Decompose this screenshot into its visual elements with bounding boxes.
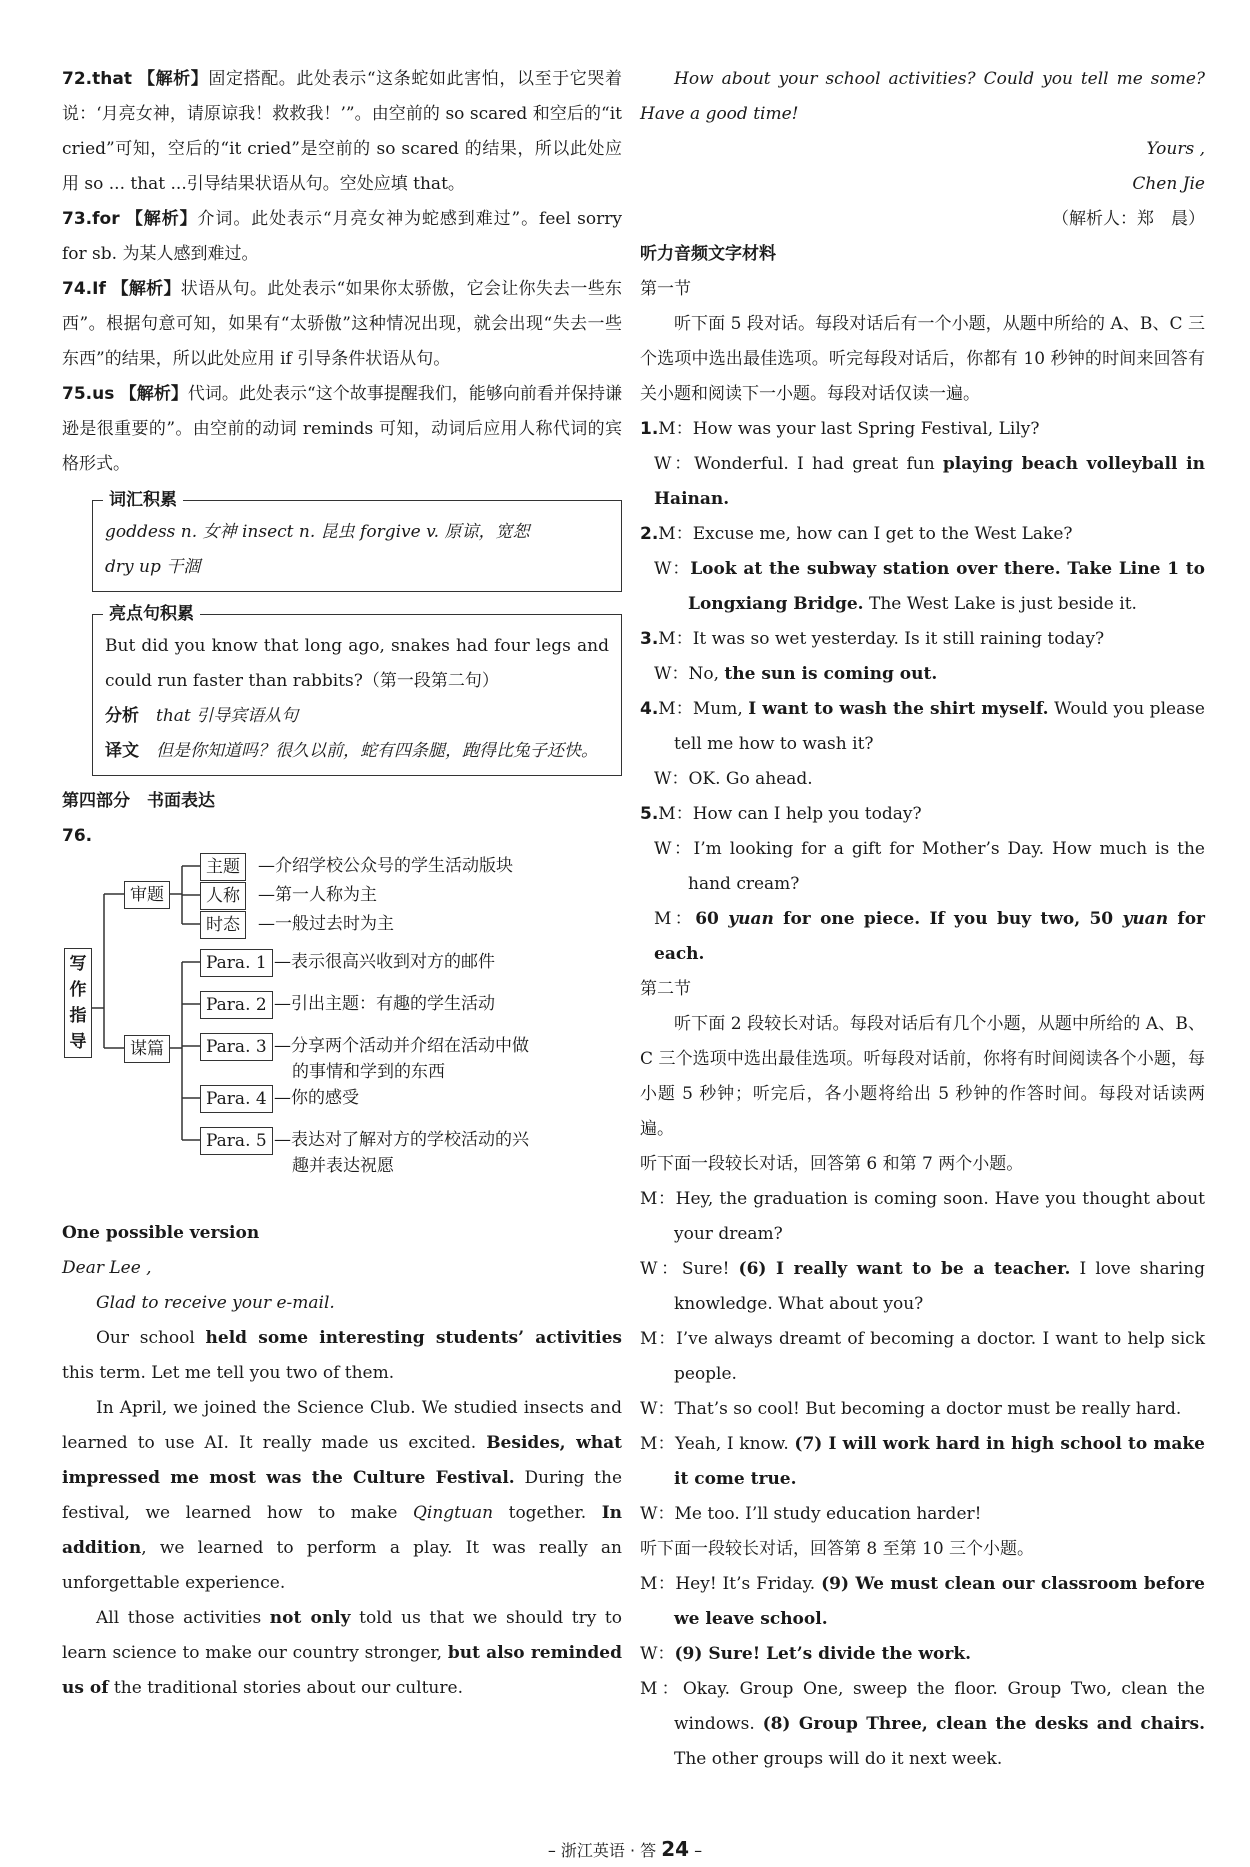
dialogue-5-m: 5.M：How can I help you today?: [640, 804, 922, 824]
essay-p2: Our school held some interesting students’ activities this term. Let me tell you two of them.: [62, 1328, 622, 1383]
vocab-line-1: goddess n. 女神 insect n. 昆虫 forgive v. 原谅，宽恕: [105, 522, 530, 542]
para3-tag: Para. 3: [200, 1033, 273, 1061]
essay-p1: Glad to receive your e-mail.: [96, 1293, 335, 1313]
dialogue-2-w: W：Look at the subway station over there. Take Line 1 to Longxiang Bridge. The West Lake is just beside it.: [654, 559, 1205, 614]
conv1-line-1: M：Hey, the graduation is coming soon. Have you thought about your dream?: [640, 1189, 1205, 1244]
q76-number: 76.: [62, 826, 93, 846]
highlight-translation: 译文 但是你知道吗？很久以前，蛇有四条腿，跑得比兔子还快。: [105, 741, 598, 761]
para4-tag: Para. 4: [200, 1085, 273, 1113]
para5-text: —表达对了解对方的学校活动的兴 趣并表达祝愿: [274, 1130, 529, 1176]
plan-node: 谋篇: [124, 1035, 170, 1063]
section-1-intro: 听下面 5 段对话。每段对话后有一个小题，从题中所给的 A、B、C 三个选项中选出最佳选项。听完每段对话后，你都有 10 秒钟的时间来回答有关小题和阅读下一小题。每段对话仅读一遍。: [640, 314, 1205, 404]
page-footer: – 浙江英语 · 答 24 –: [547, 1837, 703, 1861]
right-column: [640, 62, 1205, 1777]
conversation-1-intro: 听下面一段较长对话，回答第 6 和第 7 两个小题。: [640, 1154, 1024, 1174]
answer-73: 73.for 【解析】介词。此处表示“月亮女神为蛇感到难过”。feel sorry for sb. 为某人感到难过。: [62, 209, 622, 264]
essay-greeting: Dear Lee ,: [62, 1258, 152, 1278]
conv1-line-5: M：Yeah, I know. (7) I will work hard in high school to make it come true.: [640, 1434, 1205, 1489]
tense-tag: 时态: [200, 911, 246, 939]
dialogue-4-w: W：OK. Go ahead.: [654, 769, 813, 789]
dialogue-3-w: W：No, the sun is coming out.: [654, 664, 938, 684]
highlight-title: 亮点句积累: [103, 601, 200, 627]
section-2-title: 第二节: [640, 979, 691, 999]
conv1-line-3: M：I’ve always dreamt of becoming a doctor. I want to help sick people.: [640, 1329, 1205, 1384]
para1-tag: Para. 1: [200, 949, 273, 977]
highlight-box: [92, 604, 622, 776]
para4-text: —你的感受: [274, 1088, 359, 1108]
part4-title: 第四部分 书面表达: [62, 791, 215, 811]
para5-tag: Para. 5: [200, 1127, 273, 1155]
sign-name: Chen Jie: [1132, 174, 1205, 194]
para2-tag: Para. 2: [200, 991, 273, 1019]
topic-tag: 主题: [200, 853, 246, 881]
essay-p3: In April, we joined the Science Club. We studied insects and learned to use AI. It really made us excited. Besides, what impressed me most was the Culture Festival. During the festival, we learned how to make Qingtuan together. In addition, we learned to perform a play. It was really an unforgettable experience.: [62, 1398, 623, 1593]
section-1-title: 第一节: [640, 279, 691, 299]
vocab-box: [92, 490, 622, 592]
topic-text: —介绍学校公众号的学生活动版块: [258, 856, 513, 876]
listening-title: 听力音频文字材料: [640, 244, 776, 264]
answer-75: 75.us 【解析】代词。此处表示“这个故事提醒我们，能够向前看并保持谦逊是很重要的”。由空前的动词 reminds 可知，动词后应用人称代词的宾格形式。: [62, 384, 623, 474]
conversation-2-intro: 听下面一段较长对话，回答第 8 至第 10 三个小题。: [640, 1539, 1035, 1559]
answer-72: 72.that 【解析】固定搭配。此处表示“这条蛇如此害怕，以至于它哭着说：‘月亮女神，请原谅我！救救我！’”。由空前的 so scared 和空后的“it cried”可知，空后的“it cried”是空前的 so scared 的结果，所以此处应用 so ... that ...引导结果状语从句。空处应填 that。: [62, 69, 622, 194]
dialogue-1-m: 1.M：How was your last Spring Festival, Lily?: [640, 419, 1040, 439]
conv1-line-4: W：That’s so cool! But becoming a doctor must be really hard.: [640, 1399, 1182, 1419]
conv2-line-2: W：(9) Sure! Let’s divide the work.: [640, 1644, 972, 1664]
essay-heading: One possible version: [62, 1223, 260, 1243]
conv1-line-2: W：Sure! (6) I really want to be a teacher. I love sharing knowledge. What about you?: [640, 1259, 1205, 1314]
para2-text: —引出主题：有趣的学生活动: [274, 994, 495, 1014]
dialogue-4-m: 4.M：Mum, I want to wash the shirt myself. Would you please tell me how to wash it?: [640, 699, 1205, 754]
dialogue-3-m: 3.M：It was so wet yesterday. Is it still raining today?: [640, 629, 1105, 649]
para3-text: —分享两个活动并介绍在活动中做 的事情和学到的东西: [274, 1036, 529, 1082]
dialogue-5-m2: M：60 yuan for one piece. If you buy two, 50 yuan for each.: [654, 909, 1205, 964]
essay-p4: All those activities not only told us that we should try to learn science to make our country stronger, but also reminded us of the traditional stories about our culture.: [62, 1608, 622, 1698]
highlight-analysis: 分析 that 引导宾语从句: [105, 706, 299, 726]
essay-ending: How about your school activities? Could you tell me some? Have a good time!: [640, 69, 1205, 124]
page-number: 24: [661, 1837, 690, 1861]
answer-74: 74.If 【解析】状语从句。此处表示“如果你太骄傲，它会让你失去一些东西”。根据句意可知，如果有“太骄傲”这种情况出现，就会出现“失去一些东西”的结果，所以此处应用 if 引导条件状语从句。: [62, 279, 623, 369]
conv2-line-1: M：Hey! It’s Friday. (9) We must clean our classroom before we leave school.: [640, 1574, 1205, 1629]
conv1-line-6: W：Me too. I’ll study education harder!: [640, 1504, 982, 1524]
para1-text: —表示很高兴收到对方的邮件: [274, 952, 495, 972]
vocab-title: 词汇积累: [103, 487, 183, 513]
highlight-sentence: But did you know that long ago, snakes had four legs and could run faster than rabbits?（第一段第二句）: [105, 636, 609, 691]
sign-yours: Yours ,: [1146, 139, 1205, 159]
vocab-line-2: dry up 干涸: [105, 557, 201, 577]
writing-guide-label: 写 作 指 导: [64, 948, 92, 1058]
writing-mindmap: [62, 858, 622, 1230]
person-text: —第一人称为主: [258, 885, 377, 905]
tense-text: —一般过去时为主: [258, 914, 394, 934]
conv2-line-3: M：Okay. Group One, sweep the floor. Group Two, clean the windows. (8) Group Three, clean the desks and chairs. The other groups will do it next week.: [640, 1679, 1205, 1769]
dialogue-5-w: W：I’m looking for a gift for Mother’s Day. How much is the hand cream?: [654, 839, 1205, 894]
review-node: 审题: [124, 881, 170, 909]
section-2-intro: 听下面 2 段较长对话。每段对话后有几个小题，从题中所给的 A、B、C 三个选项中选出最佳选项。听每段对话前，你将有时间阅读各个小题，每小题 5 秒钟；听完后，各小题将给出 5 秒钟的作答时间。每段对话读两遍。: [640, 1014, 1205, 1139]
person-tag: 人称: [200, 882, 246, 910]
dialogue-1-w: W：Wonderful. I had great fun playing beach volleyball in Hainan.: [654, 454, 1205, 509]
left-column: [62, 62, 622, 1706]
dialogue-2-m: 2.M：Excuse me, how can I get to the West Lake?: [640, 524, 1073, 544]
analyst: （解析人：郑 晨）: [1052, 209, 1205, 229]
